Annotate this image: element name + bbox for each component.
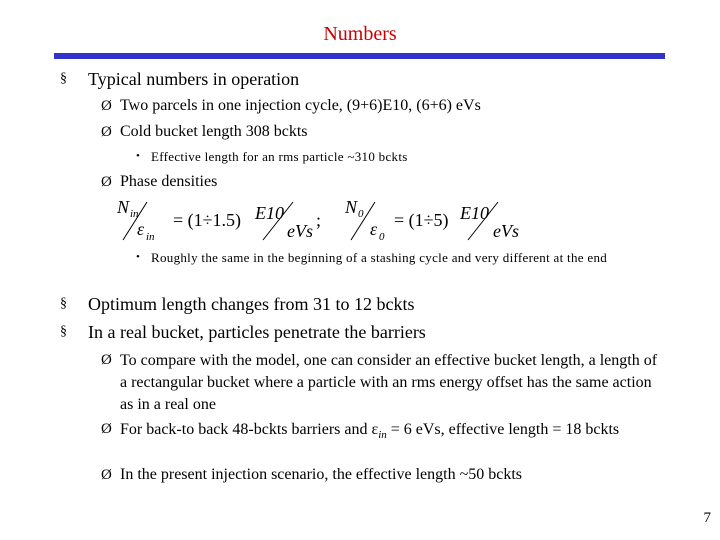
bullet-effective-rms: Effective length for an rms particle ~310 bckts: [151, 149, 408, 164]
bullet-two-parcels: Two parcels in one injection cycle, (9+6)E10, (6+6) eVs: [120, 97, 481, 114]
slide-title: Numbers: [323, 23, 397, 45]
formula-n-0: N: [345, 197, 358, 217]
bullet-back-to-back: [120, 419, 665, 446]
formula-eps-in-sub: in: [146, 231, 155, 243]
bullet-phase-densities: Phase densities: [120, 173, 218, 190]
formula-n-in: N: [117, 197, 130, 217]
bullet-compare-model: To compare with the model, one can consider an effective bucket length, a length of a rectangular bucket where a particle with an rms energy offset has the same action as in a real one: [120, 352, 658, 413]
formula-eps-0: ε: [370, 219, 378, 239]
bullet-typical-numbers: Typical numbers in operation: [88, 69, 300, 89]
level2-marker: Ø: [101, 467, 112, 483]
back-to-back-text-post: = 6 eVs, effective length = 18 bckts: [386, 421, 620, 438]
title-divider: [54, 53, 665, 59]
formula-value2: = (1÷5): [394, 210, 449, 230]
formula-evs-a: eVs: [287, 221, 313, 241]
level1-marker: §: [60, 71, 67, 86]
formula-eps-0-sub: 0: [379, 231, 385, 243]
formula-sep: ;: [316, 210, 322, 230]
page-number: 7: [703, 510, 711, 526]
formula-n-0-sub: 0: [358, 208, 364, 220]
level1-marker: §: [60, 296, 67, 311]
level2-marker: Ø: [101, 174, 112, 190]
level2-marker: Ø: [101, 352, 112, 368]
back-to-back-text-pre: For back-to back 48-bckts barriers and ε: [120, 421, 379, 438]
formula-value1: = (1÷1.5): [173, 210, 242, 230]
bullet-real-bucket: In a real bucket, particles penetrate the barriers: [88, 322, 426, 342]
level2-marker: Ø: [101, 124, 112, 140]
bullet-present-scenario: In the present injection scenario, the effective length ~50 bckts: [120, 466, 522, 483]
level1-marker: §: [60, 324, 67, 339]
bullet-optimum-length: Optimum length changes from 31 to 12 bckts: [88, 294, 415, 314]
formula-n-in-sub: in: [130, 208, 139, 220]
level3-marker: •: [136, 150, 140, 162]
formula-e10-b: E10: [460, 203, 489, 223]
bullet-cold-bucket: Cold bucket length 308 bckts: [120, 123, 308, 140]
level2-marker: Ø: [101, 421, 112, 437]
level2-marker: Ø: [101, 98, 112, 114]
formula-eps-in: ε: [137, 219, 145, 239]
bullet-roughly-same: Roughly the same in the beginning of a stashing cycle and very different at the end: [151, 250, 608, 265]
level3-marker: •: [136, 251, 140, 263]
back-to-back-eps-sub: in: [378, 429, 387, 442]
formula-evs-b: eVs: [493, 221, 519, 241]
formula-e10-a: E10: [255, 203, 284, 223]
phase-density-formula: [113, 196, 533, 244]
